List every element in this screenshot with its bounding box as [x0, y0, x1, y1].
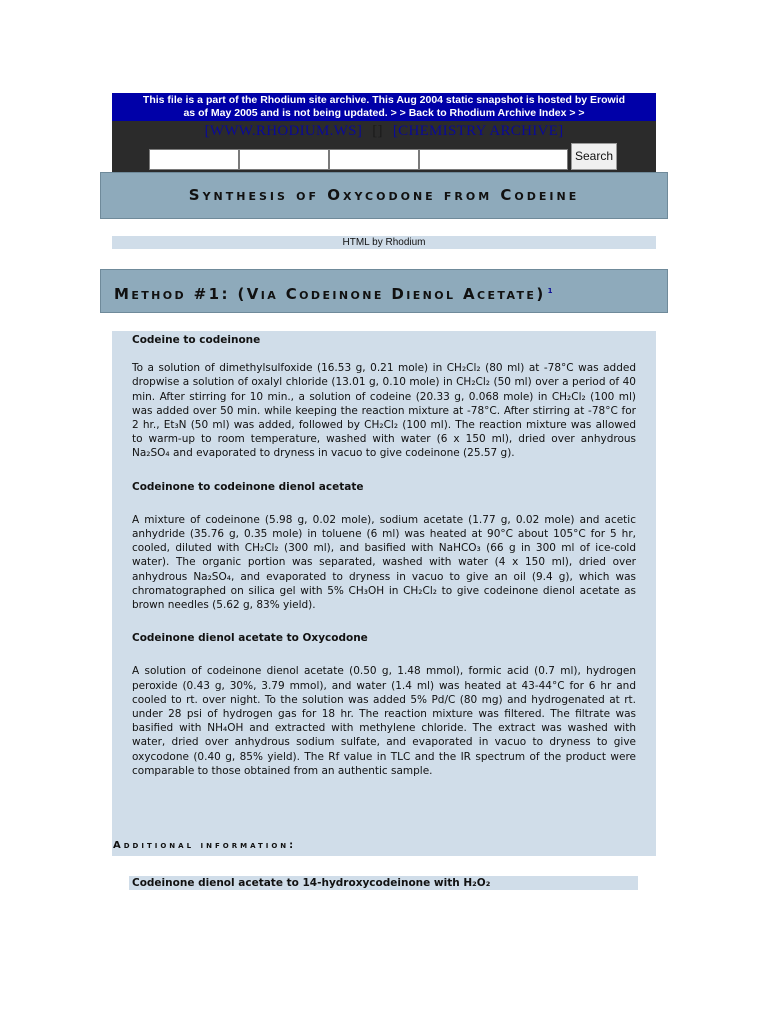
search-button[interactable]: Search	[571, 143, 617, 170]
search-input-2[interactable]	[239, 149, 329, 170]
section-3-text: A solution of codeinone dienol acetate (0.50 g, 1.48 mmol), formic acid (0.7 ml), hydrogen peroxide (0.43 g, 30%, 3.79 mmol), and water (1.4 ml) was heated at 43-44°C for 6 hr and cooled to rt. over night. To the solution was added 5% Pd/C (80 mg) and hydrogenated at rt. under 28 psi of hydrogen gas for 18 hr. The reaction mixture was filtered. The filtrate was basified with NH₄OH and extracted with methylene chloride. The extract was washed with water, dried over anhydrous sodium sulfate, and evaporated in vacuo to dryness to give oxycodone (0.40 g, 85% yield). The Rf value in TLC and the IR spectrum of the product were comparable to those obtained from an authentic sample.	[132, 665, 636, 777]
top-bar	[112, 121, 656, 172]
search-input-1[interactable]	[149, 149, 239, 170]
section-2-text: A mixture of codeinone (5.98 g, 0.02 mole), sodium acetate (1.77 g, 0.02 mole) and acetic anhydride (35.76 g, 0.35 mole) in toluene (6 ml) was heated at 90°C about 105°C for 5 hr, cooled, diluted with CH₂Cl₂ (300 ml), and basified with NaHCO₃ (66 g in 300 ml of ice-cold water). The organic portion was separated, washed with water (4 x 150 ml), dried over anhydrous Na₂SO₄, and evaporated to dryness in vacuo to give an oil (9.4 g), which was chromatographed on silica gel with 5% CH₃OH in CH₂Cl₂ to give codeinone dienol acetate as brown needles (5.62 g, 83% yield).	[132, 513, 636, 612]
chemistry-archive-link[interactable]: [CHEMISTRY ARCHIVE]	[392, 123, 564, 139]
method-title: Method #1: (Via Codeinone Dienol Acetate)	[114, 285, 546, 303]
method-reference-link[interactable]: 1	[547, 287, 553, 295]
nav-separator: []	[372, 123, 383, 139]
procedure-content	[132, 333, 636, 778]
top-nav	[112, 121, 656, 141]
additional-info-title: Additional information:	[113, 840, 297, 851]
method-heading	[100, 269, 668, 313]
section-1-text: To a solution of dimethylsulfoxide (16.53 g, 0.21 mole) in CH₂Cl₂ (80 ml) at -78°C was added dropwise a solution of oxalyl chloride (13.01 g, 0.10 mole) in CH₂Cl₂ (50 ml) over a period of 40 min. After stirring for 10 min., a solution of codeine (20.33 g, 0.068 mole) in CH₂Cl₂ (100 ml) was added over 50 min. while keeping the reaction mixture at -78°C. After stirring at -78°C for 2 hr., Et₃N (50 ml) was added, followed by CH₂Cl₂ (100 ml). The reaction mixture was allowed to warm-up to room temperature, washed with water (6 x 150 ml), dried over anhydrous Na₂SO₄ and evaporated to dryness in vacuo to give codeinone (25.57 g).	[132, 362, 636, 460]
section-2-heading: Codeinone to codeinone dienol acetate	[132, 480, 364, 493]
search-input-4[interactable]	[419, 149, 568, 170]
page-title: Synthesis of Oxycodone from Codeine	[100, 172, 668, 219]
next-section-heading: Codeinone dienol acetate to 14-hydroxycodeinone with H₂O₂	[129, 876, 638, 890]
archive-notice-line1: This file is a part of the Rhodium site archive. This Aug 2004 static snapshot is hosted by Erowid	[142, 94, 626, 106]
section-1-heading: Codeine to codeinone	[132, 334, 261, 346]
archive-notice[interactable]	[112, 93, 656, 121]
archive-notice-line2[interactable]: as of May 2005 and is not being updated. > > Back to Rhodium Archive Index > >	[183, 107, 585, 119]
credit-line: HTML by Rhodium	[112, 236, 656, 249]
site-link[interactable]: [WWW.RHODIUM.WS]	[204, 123, 363, 139]
section-3-heading: Codeinone dienol acetate to Oxycodone	[132, 632, 368, 645]
search-input-3[interactable]	[329, 149, 419, 170]
